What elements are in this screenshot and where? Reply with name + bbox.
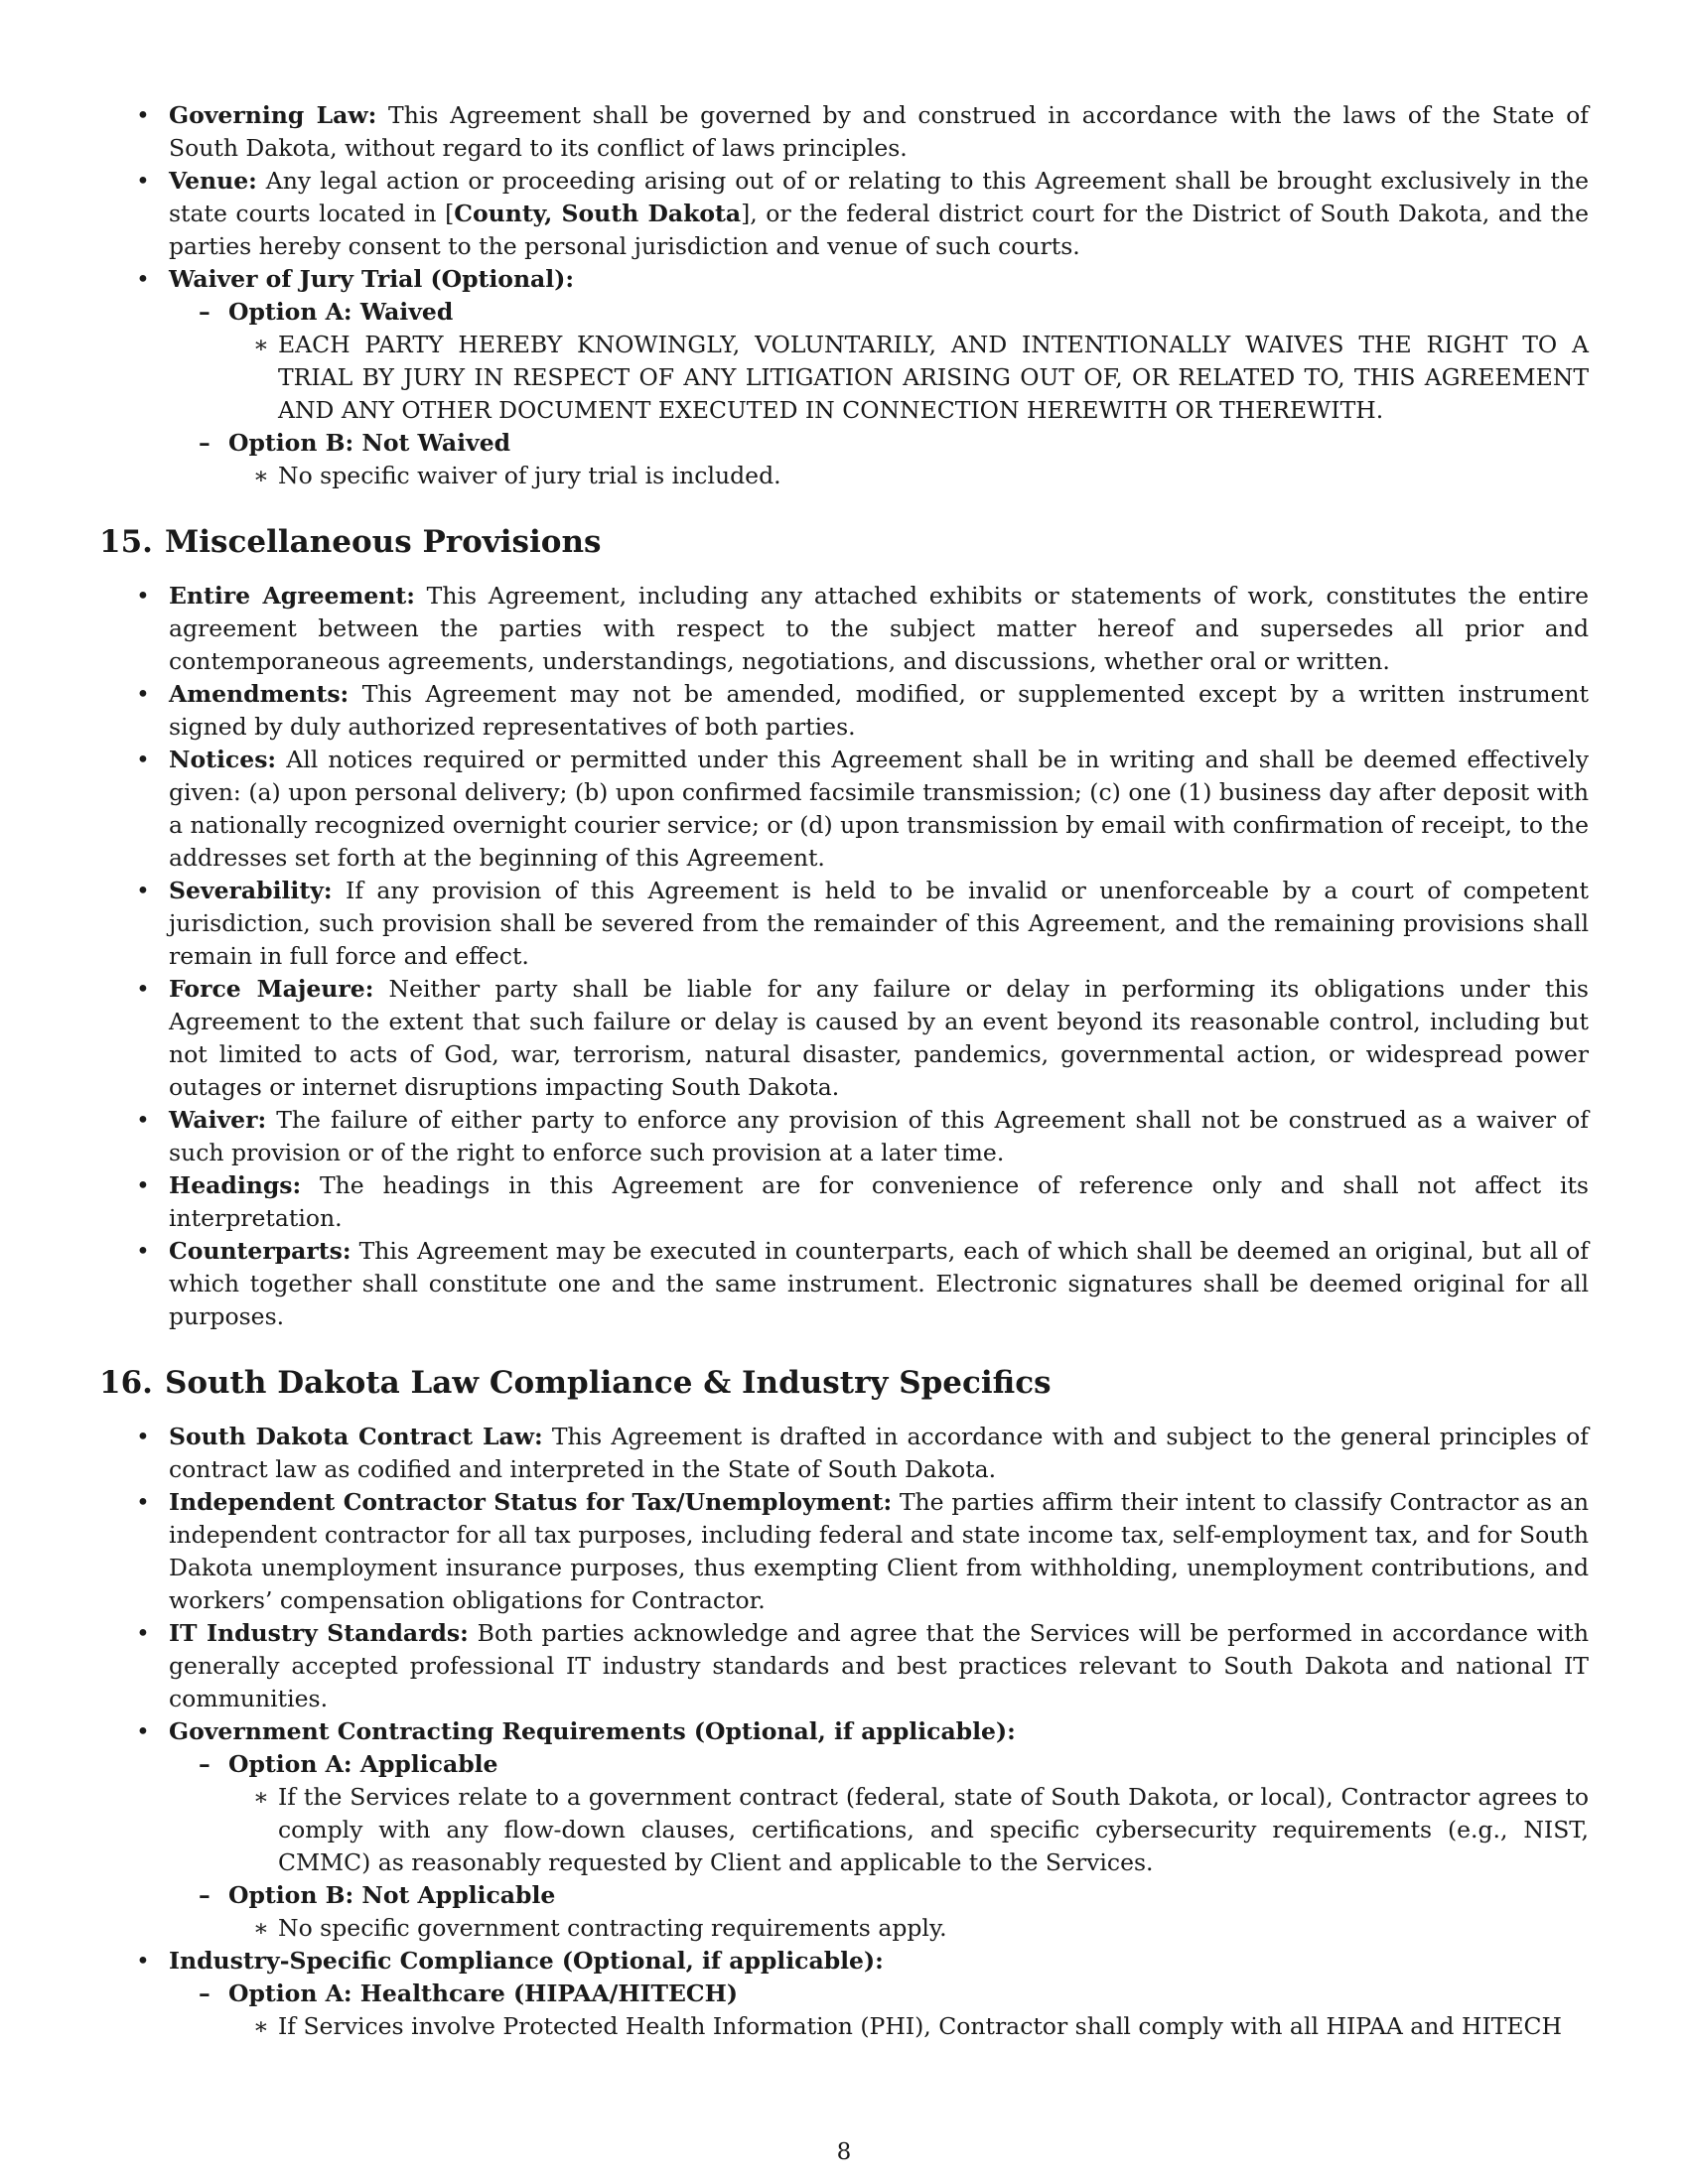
list-item: [99, 1715, 1589, 1945]
clause-text: This Agreement may not be amended, modified, or supplemented except by a written instrument signed by duly authorized representatives of both parties.: [169, 680, 1589, 741]
clause-text: ], or the federal district court for the District of South Dakota, and the parties hereby consent to the personal jurisdiction and venue of such courts.: [169, 200, 1589, 260]
section-number: 16.: [99, 1365, 153, 1401]
list-item: [99, 1617, 1589, 1715]
clause-label: Governing Law:: [169, 101, 377, 129]
clause-label: Waiver of Jury Trial (Optional):: [169, 265, 574, 293]
option-item: [169, 1879, 1589, 1945]
option-detail-list: [228, 1912, 1589, 1945]
option-label: Option B: Not Waived: [228, 429, 511, 457]
clause-text: Neither party shall be liable for any failure or delay in performing its obligations under this Agreement to the extent that such failure or delay is caused by an event beyond its reasonable control, including but not limited to acts of God, war, terrorism, natural disaster, pandemics, governmental action, or widespread power outages or internet disruptions impacting South Dakota.: [169, 975, 1589, 1101]
clause-label: Government Contracting Requirements (Optional, if applicable):: [169, 1717, 1016, 1745]
clause-text: This Agreement, including any attached exhibits or statements of work, constitutes the entire agreement between the parties with respect to the subject matter hereof and supersedes all prior and contemporaneous agreements, understandings, negotiations, and discussions, whether oral or written.: [169, 582, 1589, 675]
list-item: [99, 1169, 1589, 1235]
clause-label: Entire Agreement:: [169, 582, 415, 610]
clause-label: Industry-Specific Compliance (Optional, if applicable):: [169, 1947, 884, 1975]
list-item: [99, 1421, 1589, 1486]
clause-text: The failure of either party to enforce any provision of this Agreement shall not be construed as a waiver of such provision or of the right to enforce such provision at a later time.: [169, 1106, 1589, 1166]
list-item: [99, 1104, 1589, 1169]
list-item: [99, 744, 1589, 875]
clause-label: IT Industry Standards:: [169, 1619, 469, 1647]
option-item: [169, 296, 1589, 427]
option-detail: ∗ If Services involve Protected Health Information (PHI), Contractor shall comply with all HIPAA and HITECH: [228, 2010, 1589, 2043]
county-placeholder: County, South Dakota: [454, 200, 742, 227]
list-item: [99, 973, 1589, 1104]
option-label: Option A: Healthcare (HIPAA/HITECH): [228, 1979, 738, 2007]
list-item: [99, 678, 1589, 744]
clause-label: Force Majeure:: [169, 975, 374, 1003]
clause-label: Notices:: [169, 746, 277, 773]
clause-label: Headings:: [169, 1171, 302, 1199]
clause-text: All notices required or permitted under this Agreement shall be in writing and shall be deemed effectively given: (a) upon personal delivery; (b) upon confirmed facsimile transmission; (c) one (1) business day after deposit with a nationally recognized overnight courier service; or (d) upon transmission by email with confirmation of receipt, to the addresses set forth at the beginning of this Agreement.: [169, 746, 1589, 872]
page-number: 8: [836, 2139, 852, 2165]
top-clause-list: [99, 99, 1589, 492]
option-item: [169, 1978, 1589, 2043]
list-item: [99, 1235, 1589, 1333]
option-detail-list: [228, 1781, 1589, 1879]
option-detail-list: [228, 460, 1589, 492]
clause-text: This Agreement may be executed in counterparts, each of which shall be deemed an original, but all of which together shall constitute one and the same instrument. Electronic signatures shall be deemed original for all purposes.: [169, 1237, 1589, 1330]
list-item: [99, 99, 1589, 165]
section-16-list: [99, 1421, 1589, 2043]
clause-text: If any provision of this Agreement is held to be invalid or unenforceable by a court of competent jurisdiction, such provision shall be severed from the remainder of this Agreement, and the remaining provisions shall remain in full force and effect.: [169, 877, 1589, 970]
list-item: [99, 580, 1589, 678]
option-detail: ∗ EACH PARTY HEREBY KNOWINGLY, VOLUNTARILY, AND INTENTIONALLY WAIVES THE RIGHT TO A TRIAL BY JURY IN RESPECT OF ANY LITIGATION ARISING OUT OF, OR RELATED TO, THIS AGREEMENT AND ANY OTHER DOCUMENT EXECUTED IN CONNECTION HEREWITH OR THEREWITH.: [228, 329, 1589, 427]
clause-label: Counterparts:: [169, 1237, 352, 1265]
option-list: [169, 1978, 1589, 2043]
option-label: Option A: Waived: [228, 298, 454, 326]
option-detail-list: [228, 2010, 1589, 2043]
section-heading-16: [99, 1363, 1589, 1403]
list-item: [99, 263, 1589, 492]
list-item: [99, 875, 1589, 973]
clause-label: Severability:: [169, 877, 333, 904]
clause-label: South Dakota Contract Law:: [169, 1423, 543, 1450]
option-detail: ∗ If the Services relate to a government contract (federal, state of South Dakota, or local), Contractor agrees to comply with any flow-down clauses, certifications, and specific cybersecurity requirements (e.g., NIST, CMMC) as reasonably requested by Client and applicable to the Services.: [228, 1781, 1589, 1879]
list-item: [99, 1486, 1589, 1617]
page-content: [99, 99, 1589, 2043]
clause-label: Venue:: [169, 167, 257, 195]
option-detail-list: [228, 329, 1589, 427]
option-label: Option A: Applicable: [228, 1750, 498, 1778]
section-title: Miscellaneous Provisions: [164, 524, 602, 560]
option-label: Option B: Not Applicable: [228, 1881, 556, 1909]
clause-text: This Agreement shall be governed by and construed in accordance with the laws of the State of South Dakota, without regard to its conflict of laws principles.: [169, 101, 1589, 162]
list-item: [99, 1945, 1589, 2043]
section-15-list: [99, 580, 1589, 1333]
clause-text: The headings in this Agreement are for convenience of reference only and shall not affect its interpretation.: [169, 1171, 1589, 1232]
section-title: South Dakota Law Compliance & Industry Specifics: [164, 1365, 1052, 1401]
option-detail: ∗ No specific government contracting requirements apply.: [228, 1912, 1589, 1945]
clause-text: Both parties acknowledge and agree that the Services will be performed in accordance with generally accepted professional IT industry standards and best practices relevant to South Dakota and national IT communities.: [169, 1619, 1589, 1712]
clause-label: Waiver:: [169, 1106, 267, 1134]
clause-text: The parties affirm their intent to classify Contractor as an independent contractor for all tax purposes, including federal and state income tax, self-employment tax, and for South Dakota unemployment insurance purposes, thus exempting Client from withholding, unemployment contributions, and workers’ compensation obligations for Contractor.: [169, 1488, 1589, 1614]
option-item: [169, 427, 1589, 492]
option-detail: ∗ No specific waiver of jury trial is included.: [228, 460, 1589, 492]
clause-label: Amendments:: [169, 680, 350, 708]
section-number: 15.: [99, 524, 153, 560]
list-item: [99, 165, 1589, 263]
option-list: [169, 296, 1589, 492]
clause-text: Any legal action or proceeding arising out of or relating to this Agreement shall be brought exclusively in the state courts located in [: [169, 167, 1589, 227]
option-item: [169, 1748, 1589, 1879]
section-heading-15: [99, 522, 1589, 562]
clause-text: This Agreement is drafted in accordance with and subject to the general principles of contract law as codified and interpreted in the State of South Dakota.: [169, 1423, 1589, 1483]
option-list: [169, 1748, 1589, 1945]
clause-label: Independent Contractor Status for Tax/Unemployment:: [169, 1488, 893, 1516]
